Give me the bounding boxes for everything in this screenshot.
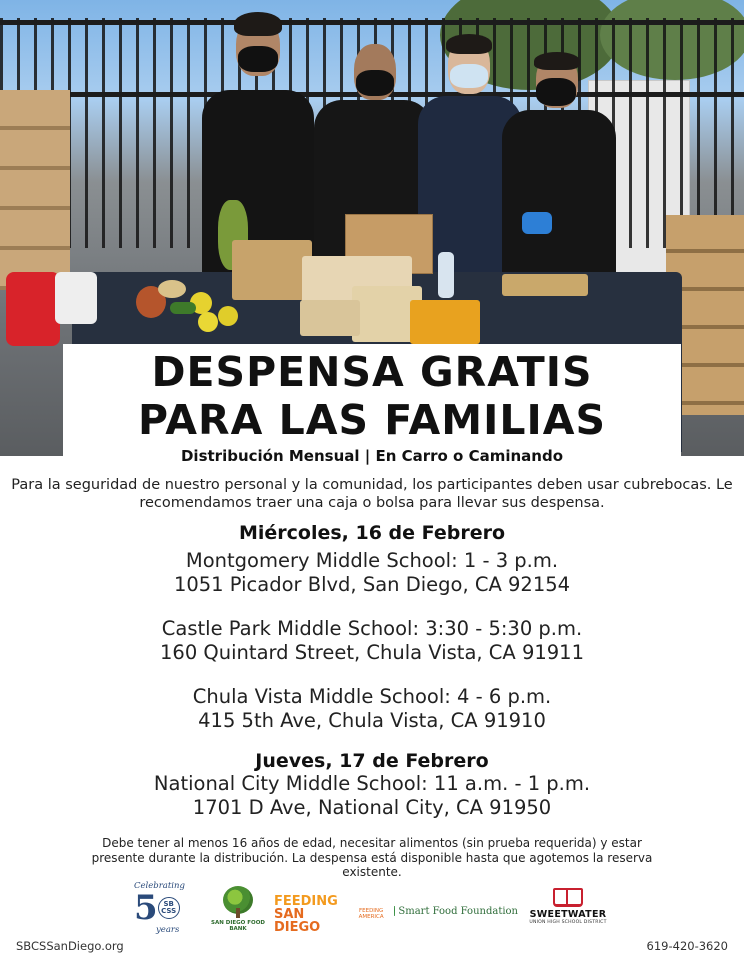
eligibility-fineprint: Debe tener al menos 16 años de edad, necesitar alimentos (sin prueba requerida) y estar presente durante la distribución. La despensa está disponible hasta que agotemos la reserva existente.: [91, 836, 653, 879]
date-thursday: Jueves, 17 de Febrero: [255, 750, 489, 772]
site-national-city: [0, 772, 744, 820]
clipboard: [502, 274, 588, 296]
site-castle-park: [0, 617, 744, 665]
site-chula-vista: [0, 685, 744, 733]
site-name-time: Chula Vista Middle School: 4 - 6 p.m.: [192, 685, 552, 708]
packaged-goods: [232, 240, 312, 300]
logo-text: Smart Food Foundation: [398, 905, 518, 917]
open-book-icon: [553, 888, 583, 907]
logo-text: Celebrating: [134, 881, 185, 891]
tree-icon: [223, 886, 253, 914]
san-diego-food-bank-logo: [210, 886, 266, 932]
red-bag: [6, 272, 60, 346]
logo-number: 5: [134, 888, 158, 928]
distribution-subhead: Distribución Mensual | En Carro o Caminando: [180, 447, 563, 465]
headline-line-2: PARA LAS FAMILIAS: [138, 396, 606, 444]
headline-banner: [63, 344, 681, 470]
site-address: 1051 Picador Blvd, San Diego, CA 92154: [173, 573, 571, 596]
feeding-america-mark: FEEDING AMERICA: [358, 908, 384, 920]
packaged-goods: [410, 300, 480, 344]
site-name-time: Castle Park Middle School: 3:30 - 5:30 p.m.: [161, 617, 583, 640]
logo-text: SAN DIEGO FOOD BANK: [211, 920, 265, 932]
logo-text: SWEETWATER: [529, 909, 607, 920]
stacked-boxes: [0, 90, 70, 290]
site-address: 160 Quintard Street, Chula Vista, CA 91911: [160, 641, 584, 664]
smart-food-foundation-logo: [394, 903, 518, 919]
produce-item: [158, 280, 186, 298]
safety-notice: Para la seguridad de nuestro personal y la comunidad, los participantes deben usar cubrebocas. Le recomendamos traer una caja o bolsa para llevar sus despensa.: [11, 477, 733, 511]
logo-badge: SB CSS: [158, 897, 180, 919]
logo-text: years: [156, 925, 180, 935]
produce-item: [170, 302, 196, 314]
headline-line-1: DESPENSA GRATIS: [151, 348, 593, 396]
site-address: 415 5th Ave, Chula Vista, CA 91910: [198, 709, 546, 732]
date-wednesday: Miércoles, 16 de Febrero: [238, 522, 506, 544]
phone-number[interactable]: 619-420-3620: [646, 939, 728, 953]
logo-text: SAN DIEGO: [274, 906, 321, 935]
site-name-time: National City Middle School: 11 a.m. - 1 p.m.: [153, 772, 591, 795]
feeding-san-diego-logo: [274, 893, 384, 935]
water-bottle: [438, 252, 454, 298]
logo-text: UNION HIGH SCHOOL DISTRICT: [529, 920, 607, 925]
site-montgomery: [0, 549, 744, 597]
site-name-time: Montgomery Middle School: 1 - 3 p.m.: [185, 549, 559, 572]
site-address: 1701 D Ave, National City, CA 91950: [192, 796, 552, 819]
logo-text: FEEDING: [274, 893, 338, 909]
produce-item: [198, 312, 218, 332]
fence-rail: [0, 20, 744, 25]
volunteer: [502, 52, 616, 292]
sbcss-anniversary-logo: [134, 881, 200, 935]
sweetwater-district-logo: [528, 888, 608, 932]
white-bag: [55, 272, 97, 324]
packaged-goods: [300, 300, 360, 336]
website-url[interactable]: SBCSSanDiego.org: [16, 939, 124, 953]
produce-item: [218, 306, 238, 326]
